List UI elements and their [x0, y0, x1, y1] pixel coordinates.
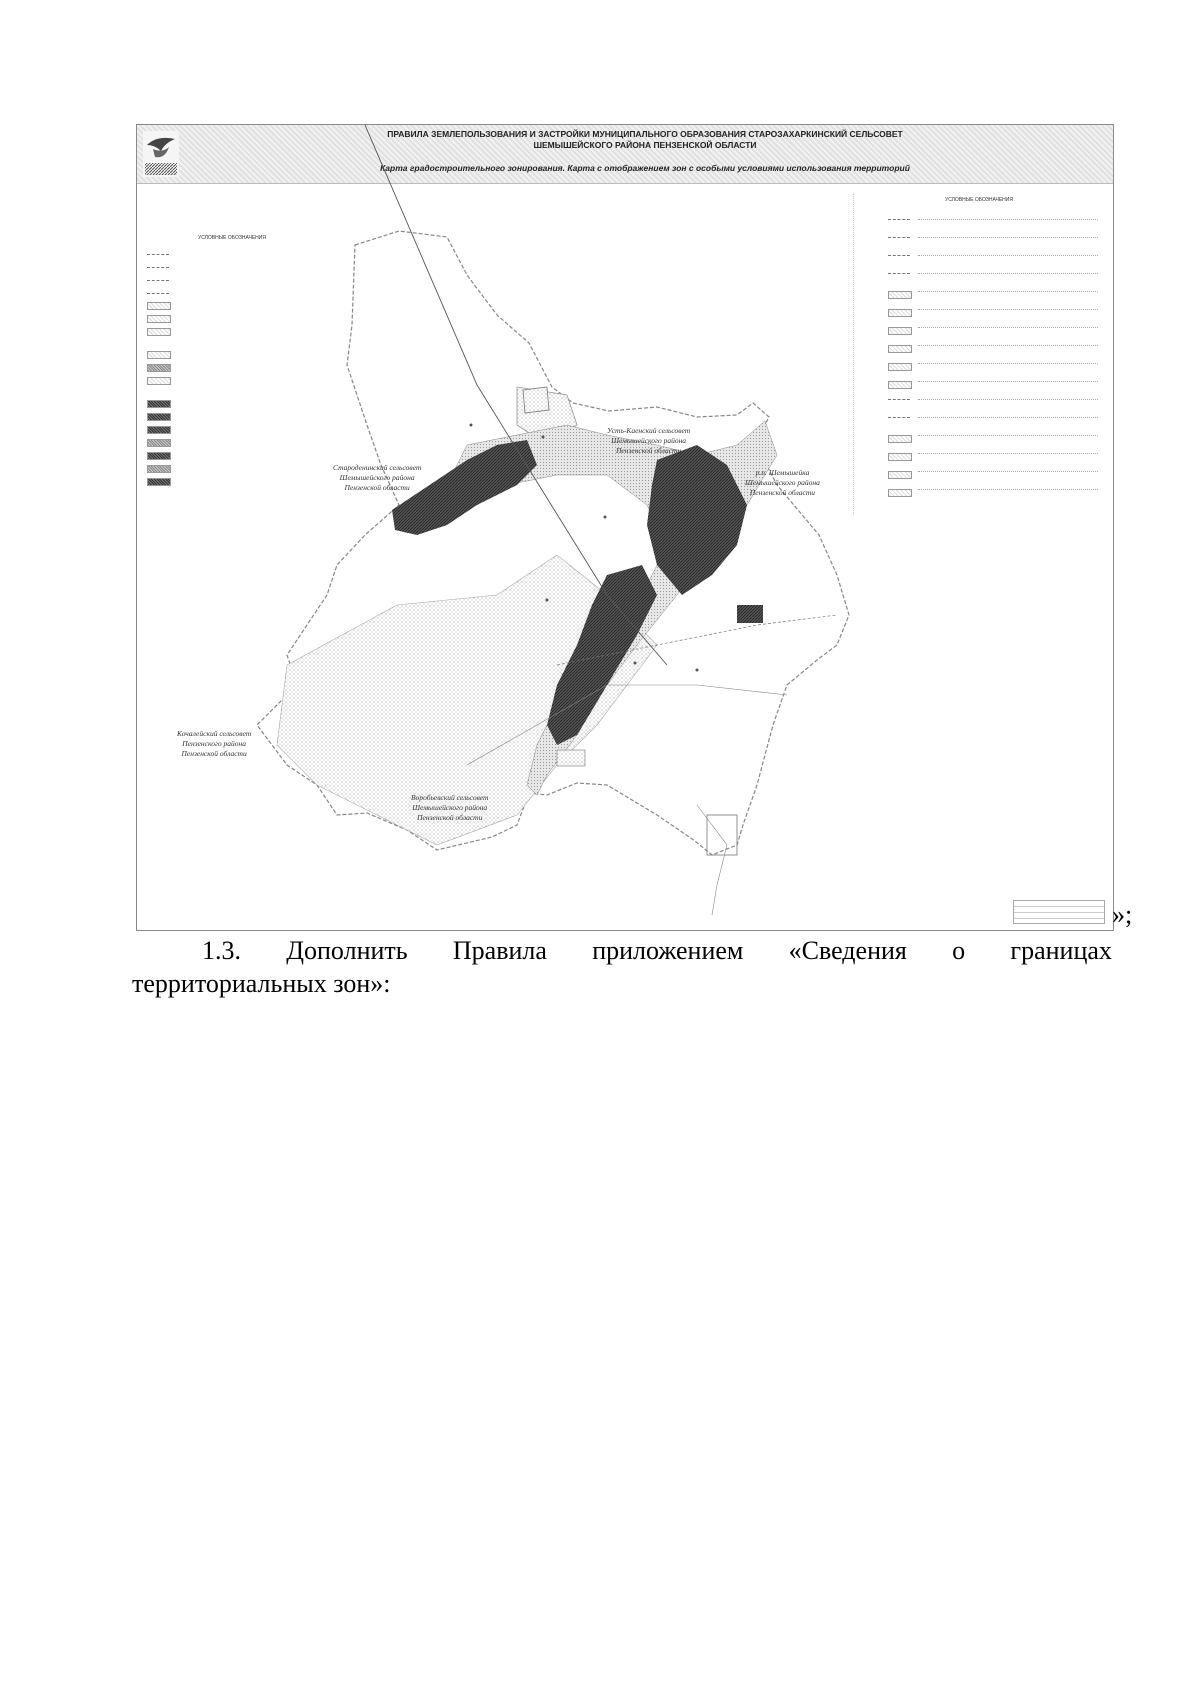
region-label-line: Староденинский сельсовет — [333, 463, 422, 472]
paragraph-number: 1.3. — [202, 936, 241, 965]
paragraph-1-3 — [132, 934, 1112, 1000]
region-label-line: р.п. Шемышейка — [755, 468, 810, 477]
legend-right-row — [854, 449, 1104, 465]
legend-right-row — [854, 341, 1104, 357]
legend-right-row — [854, 251, 1104, 267]
legend-right-row — [854, 413, 1104, 429]
legend-left-title: УСЛОВНЫЕ ОБОЗНАЧЕНИЯ — [198, 235, 266, 241]
region-label-line: Пензенской области — [749, 488, 816, 497]
region-label-line: Шемышейского района — [611, 436, 687, 445]
legend-left-row — [147, 327, 317, 337]
legend-left-row — [147, 438, 317, 448]
region-label-line: Пензенской области — [417, 813, 483, 822]
legend-right-row — [854, 215, 1104, 231]
paragraph-word: приложением — [592, 936, 744, 965]
legend-left-row — [147, 464, 317, 474]
zoning-map-image — [136, 124, 1114, 931]
region-label-shemysheyka — [745, 468, 820, 498]
quarry-outline — [707, 815, 737, 855]
region-label-kochaleyskiy — [177, 729, 251, 759]
settlement-zone-small — [523, 387, 549, 413]
legend-left-row — [147, 376, 317, 386]
map-title-line-1: ПРАВИЛА ЗЕМЛЕПОЛЬЗОВАНИЯ И ЗАСТРОЙКИ МУНИЦИПАЛЬНОГО ОБРАЗОВАНИЯ СТАРОЗАХАРКИНСКИЙ СЕЛЬСОВЕТ — [387, 129, 903, 139]
region-label-line: Пензенского района — [182, 739, 246, 748]
closing-quote: »; — [1112, 900, 1133, 929]
legend-right-row — [854, 377, 1104, 393]
region-label-line: Шемышейского района — [745, 478, 820, 487]
map-subtitle: Карта градостроительного зонирования. Карта с отображением зон с особыми условиями использования территорий — [380, 163, 910, 173]
region-label-line: Воробьевский сельсовет — [411, 793, 489, 802]
region-label-line: Усть-Каенский сельсовет — [607, 426, 691, 435]
legend-left-row — [147, 363, 317, 373]
legend-left-row — [147, 451, 317, 461]
legend-left-row — [147, 288, 317, 298]
legend-right-title: УСЛОВНЫЕ ОБОЗНАЧЕНИЯ — [945, 197, 1013, 203]
legend-left-row — [147, 262, 317, 272]
region-label-line: Шемышейского района — [339, 473, 415, 482]
region-label-line: Пензенской области — [615, 446, 682, 455]
legend-right-row — [854, 305, 1104, 321]
legend-right — [853, 193, 1104, 515]
legend-left-row — [147, 314, 317, 324]
region-label-starozhenskiy — [333, 463, 421, 493]
region-label-ust-kaenskiy — [607, 426, 690, 456]
region-label-vorobyevskiy — [411, 793, 488, 823]
paragraph-word: о — [952, 936, 966, 965]
paragraph-word: Правила — [452, 936, 547, 965]
legend-left-row — [147, 399, 317, 409]
paragraph-word: Дополнить — [286, 936, 408, 965]
paragraph-line-2: территориальных зон»: — [132, 969, 391, 998]
paragraph-word: границах — [1010, 936, 1112, 965]
settlement-zone-small-2 — [737, 605, 763, 623]
paragraph-line-1 — [132, 934, 1112, 967]
paragraph-word: «Сведения — [788, 936, 907, 965]
legend-right-row — [854, 269, 1104, 285]
legend-right-row — [854, 485, 1104, 501]
legend-left-row — [147, 275, 317, 285]
legend-left-row — [147, 477, 317, 487]
region-label-line: Пензенской области — [344, 483, 410, 492]
legend-right-row — [854, 395, 1104, 411]
region-label-line: Шемышейского района — [412, 803, 488, 812]
legend-right-row — [854, 233, 1104, 249]
legend-right-row — [854, 287, 1104, 303]
map-title-line-2: ШЕМЫШЕЙСКОГО РАЙОНА ПЕНЗЕНСКОЙ ОБЛАСТИ — [533, 140, 757, 150]
legend-right-row — [854, 467, 1104, 483]
legend-left — [147, 235, 317, 490]
road-line-3 — [697, 805, 727, 915]
legend-right-row — [854, 359, 1104, 375]
legend-right-row — [854, 431, 1104, 447]
legend-left-row — [147, 249, 317, 259]
legend-left-row — [147, 301, 317, 311]
legend-left-row — [147, 425, 317, 435]
legend-left-row — [147, 350, 317, 360]
legend-left-row — [147, 412, 317, 422]
region-label-line: Пензенской области — [181, 749, 247, 758]
map-stamp — [1013, 900, 1105, 924]
legend-right-row — [854, 323, 1104, 339]
region-label-line: Кочалейский сельсовет — [177, 729, 252, 738]
settlement-zone-small-3 — [557, 750, 585, 766]
